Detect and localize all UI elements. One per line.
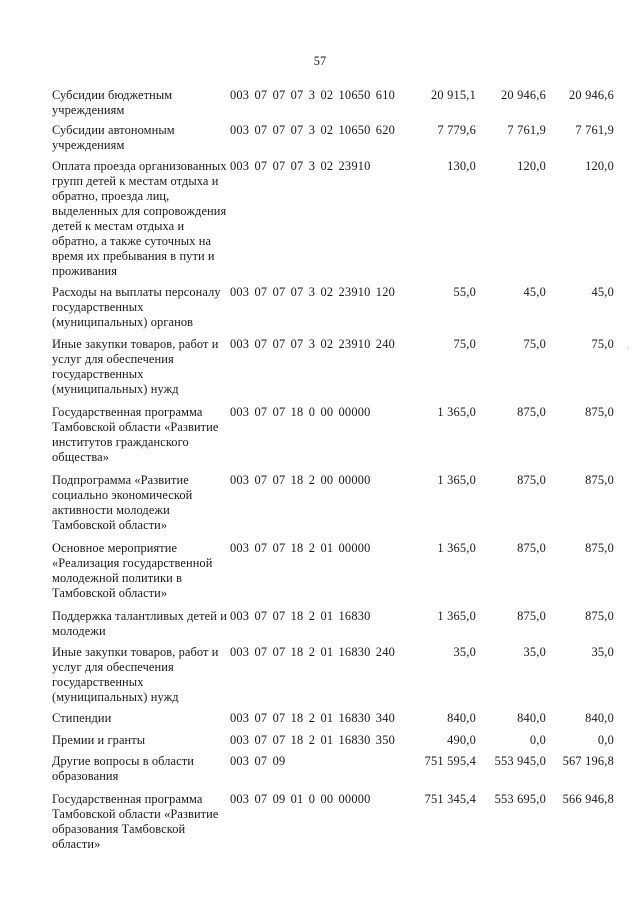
row-value-2: 553 945,0 xyxy=(494,754,546,768)
row-value-3: 566 946,8 xyxy=(562,792,614,806)
row-value-3: 567 196,8 xyxy=(562,754,614,768)
row-value-3: 840,0 xyxy=(585,711,614,725)
row-value-1: 1 365,0 xyxy=(437,609,476,623)
row-value-1: 1 365,0 xyxy=(437,473,476,487)
row-value-2: 875,0 xyxy=(517,405,546,419)
row-value-2: 7 761,9 xyxy=(507,123,546,137)
row-value-1: 55,0 xyxy=(453,285,476,299)
row-codes: 003 07 09 01 0 00 00000 xyxy=(230,792,371,806)
row-value-1: 1 365,0 xyxy=(437,541,476,555)
row-value-1: 840,0 xyxy=(447,711,476,725)
table-row xyxy=(52,473,614,533)
table-row xyxy=(52,541,614,601)
row-value-2: 45,0 xyxy=(523,285,546,299)
row-codes: 003 07 07 07 3 02 23910 120 xyxy=(230,285,395,299)
row-codes: 003 07 07 07 3 02 10650 620 xyxy=(230,123,395,137)
row-codes: 003 07 07 18 2 01 00000 xyxy=(230,541,371,555)
row-value-1: 490,0 xyxy=(447,733,476,747)
row-value-1: 1 365,0 xyxy=(437,405,476,419)
row-name: Премии и гранты xyxy=(52,733,146,747)
table-row xyxy=(52,792,614,852)
row-value-1: 7 779,6 xyxy=(437,123,476,137)
row-value-2: 875,0 xyxy=(517,473,546,487)
row-codes: 003 07 09 xyxy=(230,754,286,768)
row-name: Иные закупки товаров, работ и услуг для обеспечения государственных (муниципальных) нужд xyxy=(52,337,219,396)
row-value-2: 75,0 xyxy=(523,337,546,351)
row-codes: 003 07 07 18 2 01 16830 xyxy=(230,609,371,623)
row-value-3: 75,0 xyxy=(591,337,614,351)
page-number: 57 xyxy=(313,54,327,68)
row-value-2: 840,0 xyxy=(517,711,546,725)
table-row xyxy=(52,733,614,748)
row-codes: 003 07 07 18 2 00 00000 xyxy=(230,473,371,487)
row-value-3: 7 761,9 xyxy=(575,123,614,137)
row-codes: 003 07 07 07 3 02 23910 xyxy=(230,159,371,173)
row-value-1: 75,0 xyxy=(453,337,476,351)
row-value-3: 0,0 xyxy=(597,733,614,747)
row-value-1: 35,0 xyxy=(453,645,476,659)
row-value-3: 20 946,6 xyxy=(569,88,614,102)
row-name: Государственная программа Тамбовской области «Развитие институтов гражданского общества» xyxy=(52,405,219,464)
table-row xyxy=(52,285,614,330)
row-codes: 003 07 07 18 0 00 00000 xyxy=(230,405,371,419)
row-codes: 003 07 07 18 2 01 16830 350 xyxy=(230,733,395,747)
row-name: Субсидии бюджетным учреждениям xyxy=(52,88,173,117)
row-value-2: 875,0 xyxy=(517,541,546,555)
row-value-2: 553 695,0 xyxy=(494,792,546,806)
budget-table xyxy=(52,88,614,852)
row-value-2: 35,0 xyxy=(523,645,546,659)
row-value-3: 875,0 xyxy=(585,541,614,555)
row-value-3: 45,0 xyxy=(591,285,614,299)
row-codes: 003 07 07 07 3 02 10650 610 xyxy=(230,88,395,102)
table-row xyxy=(52,405,614,465)
row-value-1: 751 595,4 xyxy=(424,754,476,768)
row-value-3: 875,0 xyxy=(585,405,614,419)
row-name: Субсидии автономным учреждениям xyxy=(52,123,175,152)
row-value-2: 120,0 xyxy=(517,159,546,173)
row-value-3: 120,0 xyxy=(585,159,614,173)
row-name: Другие вопросы в области образования xyxy=(52,754,194,783)
row-value-2: 875,0 xyxy=(517,609,546,623)
table-row xyxy=(52,88,614,118)
table-row xyxy=(52,645,614,705)
row-name: Поддержка талантливых детей и молодежи xyxy=(52,609,227,638)
row-value-1: 130,0 xyxy=(447,159,476,173)
scan-speck xyxy=(627,347,628,348)
table-row xyxy=(52,754,614,784)
row-name: Стипендии xyxy=(52,711,112,725)
row-name: Оплата проезда организованных групп детей к местам отдыха и обратно, проезда лиц, выделенных для сопровождения детей к местам отдыха и обратно, а также суточных на время их пребывания в пути и проживания xyxy=(52,159,227,278)
row-value-1: 20 915,1 xyxy=(431,88,476,102)
table-row xyxy=(52,711,614,726)
row-value-3: 875,0 xyxy=(585,609,614,623)
row-name: Основное мероприятие «Реализация государственной молодежной политики в Тамбовской области» xyxy=(52,541,213,600)
row-name: Государственная программа Тамбовской области «Развитие образования Тамбовской области» xyxy=(52,792,219,851)
row-value-1: 751 345,4 xyxy=(424,792,476,806)
table-row xyxy=(52,159,614,279)
row-name: Иные закупки товаров, работ и услуг для обеспечения государственных (муниципальных) нужд xyxy=(52,645,219,704)
row-codes: 003 07 07 18 2 01 16830 240 xyxy=(230,645,395,659)
table-row xyxy=(52,609,614,639)
table-row xyxy=(52,123,614,153)
row-name: Подпрограмма «Развитие социально экономической активности молодежи Тамбовской области» xyxy=(52,473,193,532)
row-value-3: 875,0 xyxy=(585,473,614,487)
row-value-2: 0,0 xyxy=(529,733,546,747)
row-codes: 003 07 07 07 3 02 23910 240 xyxy=(230,337,395,351)
row-codes: 003 07 07 18 2 01 16830 340 xyxy=(230,711,395,725)
table-row xyxy=(52,337,614,397)
row-value-3: 35,0 xyxy=(591,645,614,659)
row-name: Расходы на выплаты персоналу государственных (муниципальных) органов xyxy=(52,285,221,329)
row-value-2: 20 946,6 xyxy=(501,88,546,102)
